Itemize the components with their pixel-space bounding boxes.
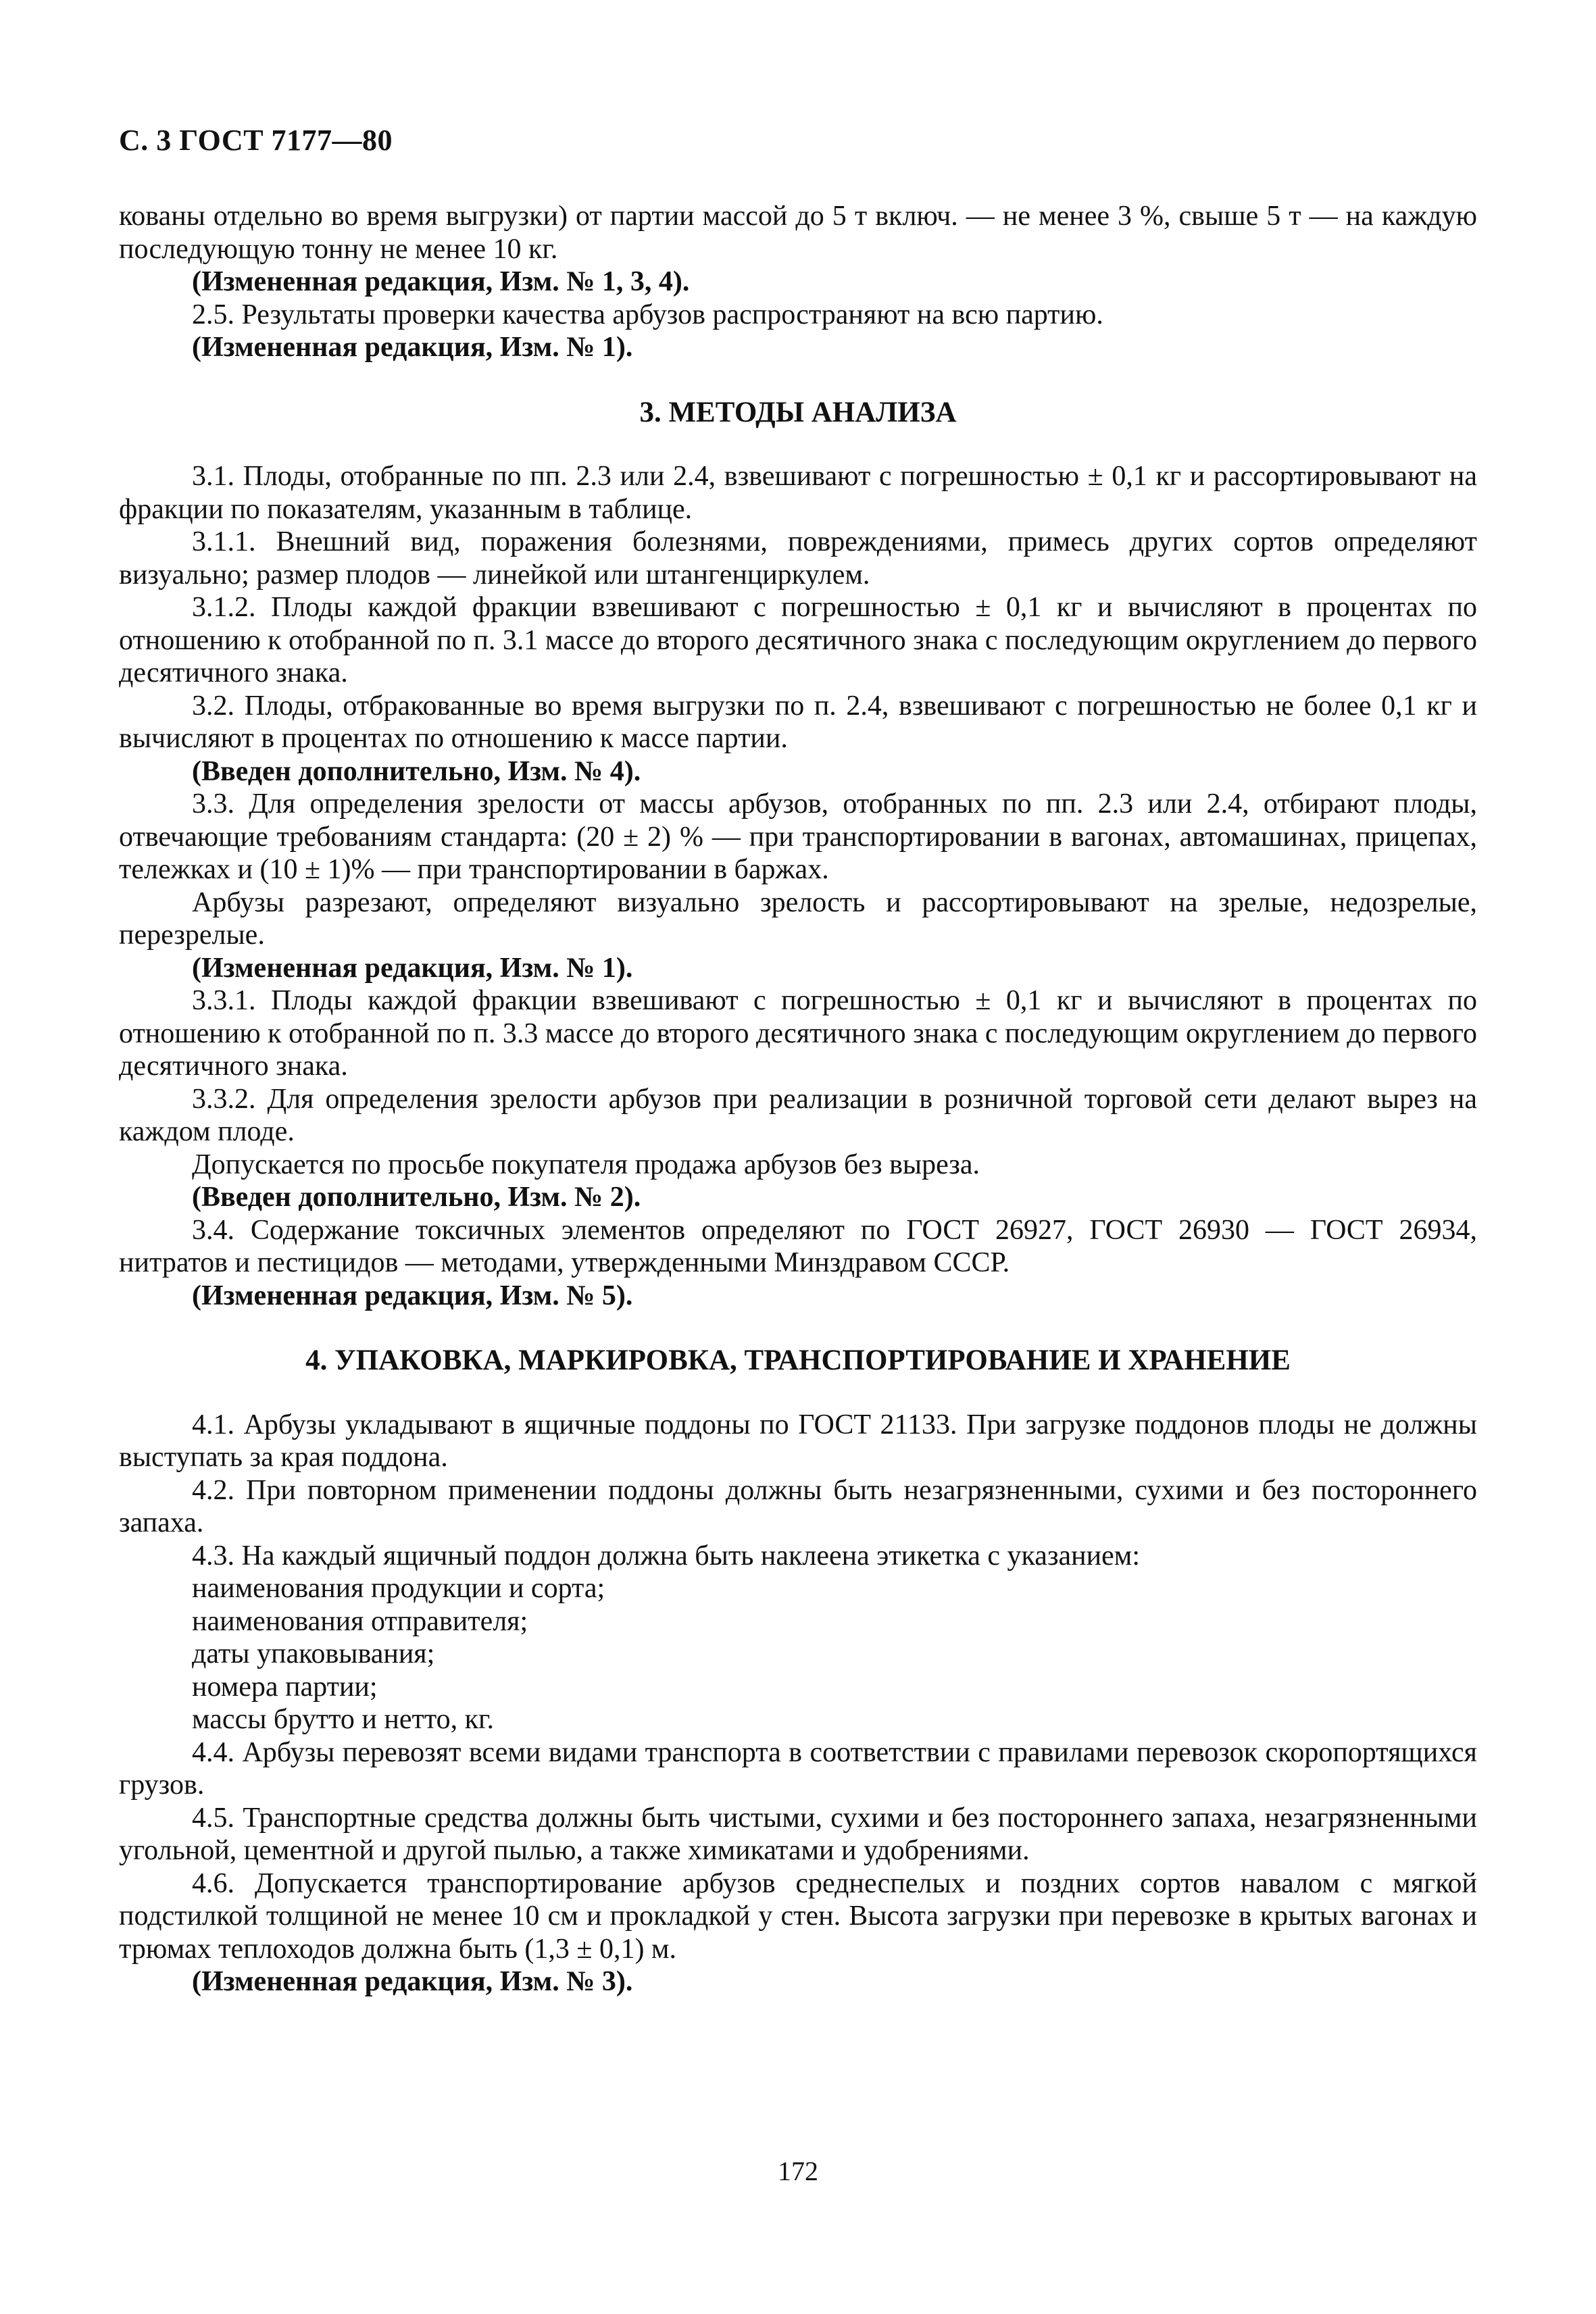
section-heading: 3. МЕТОДЫ АНАЛИЗА — [639, 396, 957, 428]
document-body — [119, 200, 1477, 1998]
paragraph: Допускается по просьбе покупателя продажа арбузов без выреза. — [192, 1149, 980, 1180]
page-header: С. 3 ГОСТ 7177—80 — [119, 124, 393, 157]
paragraph: 3.1.1. Внешний вид, поражения болезнями, повреждениями, примесь других сортов определяют визуально; размер плодов — линейкой или штангенциркулем. — [119, 526, 1477, 590]
list-item: номера партии; — [192, 1671, 378, 1703]
paragraph: 2.5. Результаты проверки качества арбузов распространяют на всю партию. — [192, 299, 1103, 330]
paragraph: 4.2. При повторном применении поддоны должны быть незагрязненными, сухими и без постороннего запаха. — [119, 1474, 1477, 1538]
paragraph-continuation: кованы отдельно во время выгрузки) от партии массой до 5 т включ. — не менее 3 %, свыше 5 т — на каждую последующую тонну не менее 10 кг. — [119, 201, 1477, 265]
paragraph: 4.3. На каждый ящичный поддон должна быть наклеена этикетка с указанием: — [192, 1540, 1141, 1571]
section-heading: 4. УПАКОВКА, МАРКИРОВКА, ТРАНСПОРТИРОВАНИЕ И ХРАНЕНИЕ — [305, 1344, 1291, 1376]
amendment-note: (Измененная редакция, Изм. № 1, 3, 4). — [192, 266, 690, 297]
paragraph: 3.1. Плоды, отобранные по пп. 2.3 или 2.4, взвешивают с погрешностью ± 0,1 кг и рассортировывают на фракции по показателям, указанным в таблице. — [119, 461, 1477, 525]
paragraph: 4.4. Арбузы перевозят всеми видами транспорта в соответствии с правилами перевозок скоропортящихся грузов. — [119, 1736, 1477, 1801]
list-item: массы брутто и нетто, кг. — [192, 1704, 495, 1735]
paragraph: 3.3. Для определения зрелости от массы арбузов, отобранных по пп. 2.3 или 2.4, отбирают плоды, отвечающие требованиям стандарта: (20 ± 2) % — при транспортировании в вагонах, автомашинах, прицепах, тележках и (10 ± 1)% — при транспортировании в баржах. — [119, 788, 1477, 885]
paragraph: 4.1. Арбузы укладывают в ящичные поддоны по ГОСТ 21133. При загрузке поддонов плоды не должны выступать за края поддона. — [119, 1409, 1477, 1473]
list-item: наименования отправителя; — [192, 1605, 528, 1637]
paragraph: Арбузы разрезают, определяют визуально зрелость и рассортировывают на зрелые, недозрелые, перезрелые. — [119, 886, 1477, 951]
list-item: наименования продукции и сорта; — [192, 1573, 605, 1604]
paragraph: 3.4. Содержание токсичных элементов определяют по ГОСТ 26927, ГОСТ 26930 — ГОСТ 26934, нитратов и пестицидов — методами, утвержденными Минздравом СССР. — [119, 1214, 1477, 1278]
amendment-note: (Введен дополнительно, Изм. № 4). — [192, 755, 641, 787]
paragraph: 4.5. Транспортные средства должны быть чистыми, сухими и без постороннего запаха, незагрязненными угольной, цементной и другой пылью, а также химикатами и удобрениями. — [119, 1802, 1477, 1866]
paragraph: 4.6. Допускается транспортирование арбузов среднеспелых и поздних сортов навалом с мягкой подстилкой толщиной не менее 10 см и прокладкой у стен. Высота загрузки при перевозке в крытых вагонах и трюмах теплоходов должна быть (1,3 ± 0,1) м. — [119, 1867, 1477, 1965]
paragraph: 3.3.2. Для определения зрелости арбузов при реализации в розничной торговой сети делают вырез на каждом плоде. — [119, 1083, 1477, 1147]
amendment-note: (Измененная редакция, Изм. № 1). — [192, 952, 633, 984]
list-item: даты упаковывания; — [192, 1638, 435, 1669]
amendment-note: (Измененная редакция, Изм. № 5). — [192, 1280, 633, 1311]
paragraph: 3.2. Плоды, отбракованные во время выгрузки по п. 2.4, взвешивают с погрешностью не более 0,1 кг и вычисляют в процентах по отношению к массе партии. — [119, 690, 1477, 754]
amendment-note: (Измененная редакция, Изм. № 1). — [192, 332, 633, 363]
paragraph: 3.1.2. Плоды каждой фракции взвешивают с погрешностью ± 0,1 кг и вычисляют в процентах по отношению к отобранной по п. 3.1 массе до второго десятичного знака с последующим округлением до первого десятичного знака. — [119, 592, 1477, 688]
amendment-note: (Введен дополнительно, Изм. № 2). — [192, 1182, 641, 1213]
paragraph: 3.3.1. Плоды каждой фракции взвешивают с погрешностью ± 0,1 кг и вычисляют в процентах по отношению к отобранной по п. 3.3 массе до второго десятичного знака с последующим округлением до первого десятичного знака. — [119, 985, 1477, 1082]
amendment-note: (Измененная редакция, Изм. № 3). — [192, 1966, 633, 1997]
page-number: 172 — [778, 2156, 818, 2186]
